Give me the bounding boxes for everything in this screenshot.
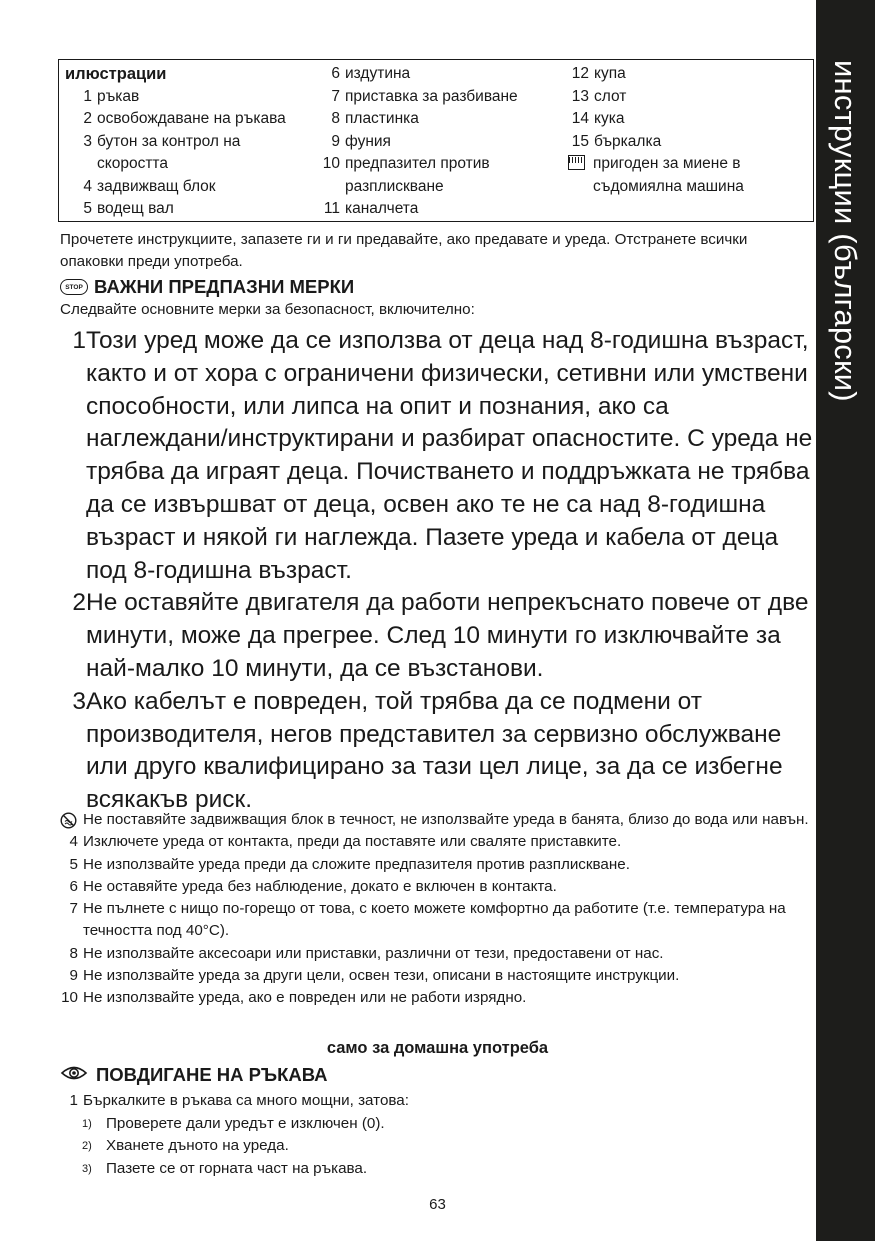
dishwasher-icon: [568, 155, 585, 170]
lifting-heading: ПОВДИГАНЕ НА РЪКАВА: [96, 1064, 328, 1085]
item-text: бъркалка: [594, 132, 662, 150]
item-text: водещ вал: [97, 200, 174, 217]
list-item: [60, 854, 810, 876]
page-number: 63: [429, 1196, 446, 1213]
side-title: инструкции (български): [828, 60, 863, 402]
list-item: [564, 63, 809, 86]
item-number: 3: [72, 687, 86, 715]
item-text: Бъркалките в ръкава са много мощни, затова:: [83, 1092, 409, 1109]
illustrations-box: [58, 59, 814, 222]
item-number: 10: [322, 155, 340, 172]
item-number: 9: [331, 132, 340, 150]
step-text: Пазете се от горната част на ръкава.: [106, 1159, 368, 1177]
safety-subheading: Следвайте основните мерки за безопасност, включително:: [60, 301, 475, 318]
item-text: Не пълнете с нищо по-горещо от това, с което можете комфортно да работите (т.е. температура на течността под 40°C).: [83, 900, 786, 940]
step-number: 3): [82, 1162, 92, 1175]
list-item: [60, 1090, 810, 1113]
item-number: 13: [571, 87, 589, 105]
list-item: [60, 987, 810, 1009]
prohibited-note: [60, 809, 810, 831]
item-text: пластинка: [345, 110, 419, 127]
item-number: 5: [83, 200, 92, 217]
prohibited-note-text: Не поставяйте задвижващия блок в течност, не използвайте уреда в банята, близо до вода или навън.: [83, 811, 809, 828]
item-text: ръкав: [97, 87, 140, 105]
item-number: 9: [69, 967, 78, 985]
item-text: приставка за разбиване: [345, 87, 518, 105]
list-item: [60, 876, 810, 898]
step-text: Проверете дали уредът е изключен (0).: [106, 1114, 385, 1132]
list-item: [315, 153, 565, 198]
prohibited-water-icon: [60, 809, 83, 831]
item-number: 10: [61, 989, 78, 1007]
item-number: 12: [571, 65, 589, 82]
item-text: издутина: [345, 65, 411, 82]
list-item: [65, 108, 315, 131]
item-text: Не използвайте уреда, ако е повреден или не работи изрядно.: [83, 989, 527, 1007]
safety-heading-row: [60, 276, 354, 298]
item-text: Не използвайте уреда преди да сложите предпазителя против разплискване.: [83, 855, 630, 873]
illustrations-heading: илюстрации: [65, 65, 167, 83]
list-item: [60, 898, 810, 943]
list-item: [60, 686, 815, 817]
list-item: [315, 131, 565, 154]
item-number: 3: [83, 132, 92, 150]
item-text: Не оставяйте двигателя да работи непрекъснато повече от две минути, може да прегрее. След 10 минути го изключвайте за най-малко 10 минути, да се възстанови.: [86, 589, 809, 682]
item-number: 7: [331, 87, 340, 105]
item-text: Изключете уреда от контакта, преди да поставяте или сваляте приставките.: [83, 833, 622, 851]
lifting-heading-row: [60, 1064, 328, 1086]
item-number: 1: [83, 87, 92, 105]
stop-icon: STOP: [60, 279, 88, 295]
list-item: [315, 86, 565, 109]
item-text: фуния: [345, 132, 391, 150]
list-item: [60, 831, 810, 853]
step-number: 2): [82, 1140, 92, 1152]
dishwasher-note: [564, 153, 809, 198]
list-item: [60, 965, 810, 987]
item-number: 7: [69, 900, 78, 918]
list-item: [60, 1158, 810, 1181]
item-number: 6: [69, 877, 78, 895]
item-number: 5: [69, 855, 78, 873]
item-number: 4: [83, 177, 92, 195]
item-text: купа: [594, 65, 626, 82]
minor-safety-list: [60, 809, 810, 1010]
item-number: 4: [69, 833, 78, 851]
list-item: [564, 108, 809, 131]
item-number: 15: [571, 132, 589, 150]
major-safety-list: [60, 325, 815, 817]
item-number: 1: [72, 327, 86, 354]
item-text: каналчета: [345, 200, 419, 217]
list-item: [65, 198, 315, 221]
item-text: кука: [594, 110, 625, 127]
item-number: 8: [69, 944, 78, 962]
dishwasher-icon-wrap: [564, 153, 589, 198]
illustrations-column-3: [564, 63, 809, 198]
item-text: Не използвайте аксесоари или приставки, различни от тези, предоставени от нас.: [83, 944, 664, 962]
item-text: освобождаване на ръкава: [97, 110, 286, 127]
item-text: Ако кабелът е повреден, той трябва да се подмени от производителя, негов представител за сервизно обслужване или друго квалифицирано за тази цел лице, за да се избегне всякакъв риск.: [86, 687, 783, 814]
lifting-list: [60, 1090, 810, 1180]
list-item: [60, 1113, 810, 1136]
step-text: Хванете дъното на уреда.: [106, 1137, 289, 1154]
list-item: [60, 1135, 810, 1158]
list-item: [60, 943, 810, 965]
step-number: 1): [82, 1117, 92, 1130]
item-text: предпазител против разплискване: [345, 155, 490, 195]
item-text: задвижващ блок: [97, 177, 216, 195]
list-item: [60, 325, 815, 587]
item-number: 14: [571, 110, 589, 127]
safety-heading: ВАЖНИ ПРЕДПАЗНИ МЕРКИ: [94, 276, 355, 297]
illustrations-column-2: [315, 63, 565, 221]
item-text: Този уред може да се използва от деца над 8-годишна възраст, както и от хора с ограничени физически, сетивни или умствени способности, или липса на опит и познания, ако са наглеждани/инструктирани и разбират опасностите. С уреда не трябва да играят деца. Почистването и поддръжката не трябва да се извършват от деца, освен ако те не са над 8-годишна възраст и някой ги наглежда. Пазете уреда и кабела от деца под 8-годишна възраст.: [86, 327, 813, 584]
item-number: 6: [331, 65, 340, 82]
list-item: [315, 108, 565, 131]
list-item: [60, 587, 815, 685]
item-number: 2: [83, 110, 92, 127]
list-item: [65, 131, 315, 176]
list-item: [315, 63, 565, 86]
item-number: 11: [323, 200, 340, 217]
list-item: [564, 131, 809, 154]
intro-text: Прочетете инструкциите, запазете ги и ги предавайте, ако предавате и уреда. Отстранете всички опаковки преди употреба.: [60, 231, 748, 270]
item-text: слот: [594, 87, 627, 105]
list-item: [65, 176, 315, 199]
item-text: бутон за контрол на скоростта: [97, 132, 241, 172]
item-text: Не използвайте уреда за други цели, освен тези, описани в настоящите инструкции.: [83, 967, 680, 985]
item-number: 8: [331, 110, 340, 127]
illustrations-column-1: [65, 63, 315, 221]
dishwasher-note-text: пригоден за миене в съдомиялна машина: [593, 155, 744, 195]
item-number: 2: [72, 589, 86, 617]
list-item: [315, 198, 565, 221]
home-use-only: само за домашна употреба: [326, 1039, 549, 1057]
list-item: [65, 86, 315, 109]
item-text: Не оставяйте уреда без наблюдение, докато е включен в контакта.: [83, 877, 557, 895]
eye-icon: [60, 1064, 88, 1086]
list-item: [564, 86, 809, 109]
item-number: 1: [69, 1092, 78, 1109]
